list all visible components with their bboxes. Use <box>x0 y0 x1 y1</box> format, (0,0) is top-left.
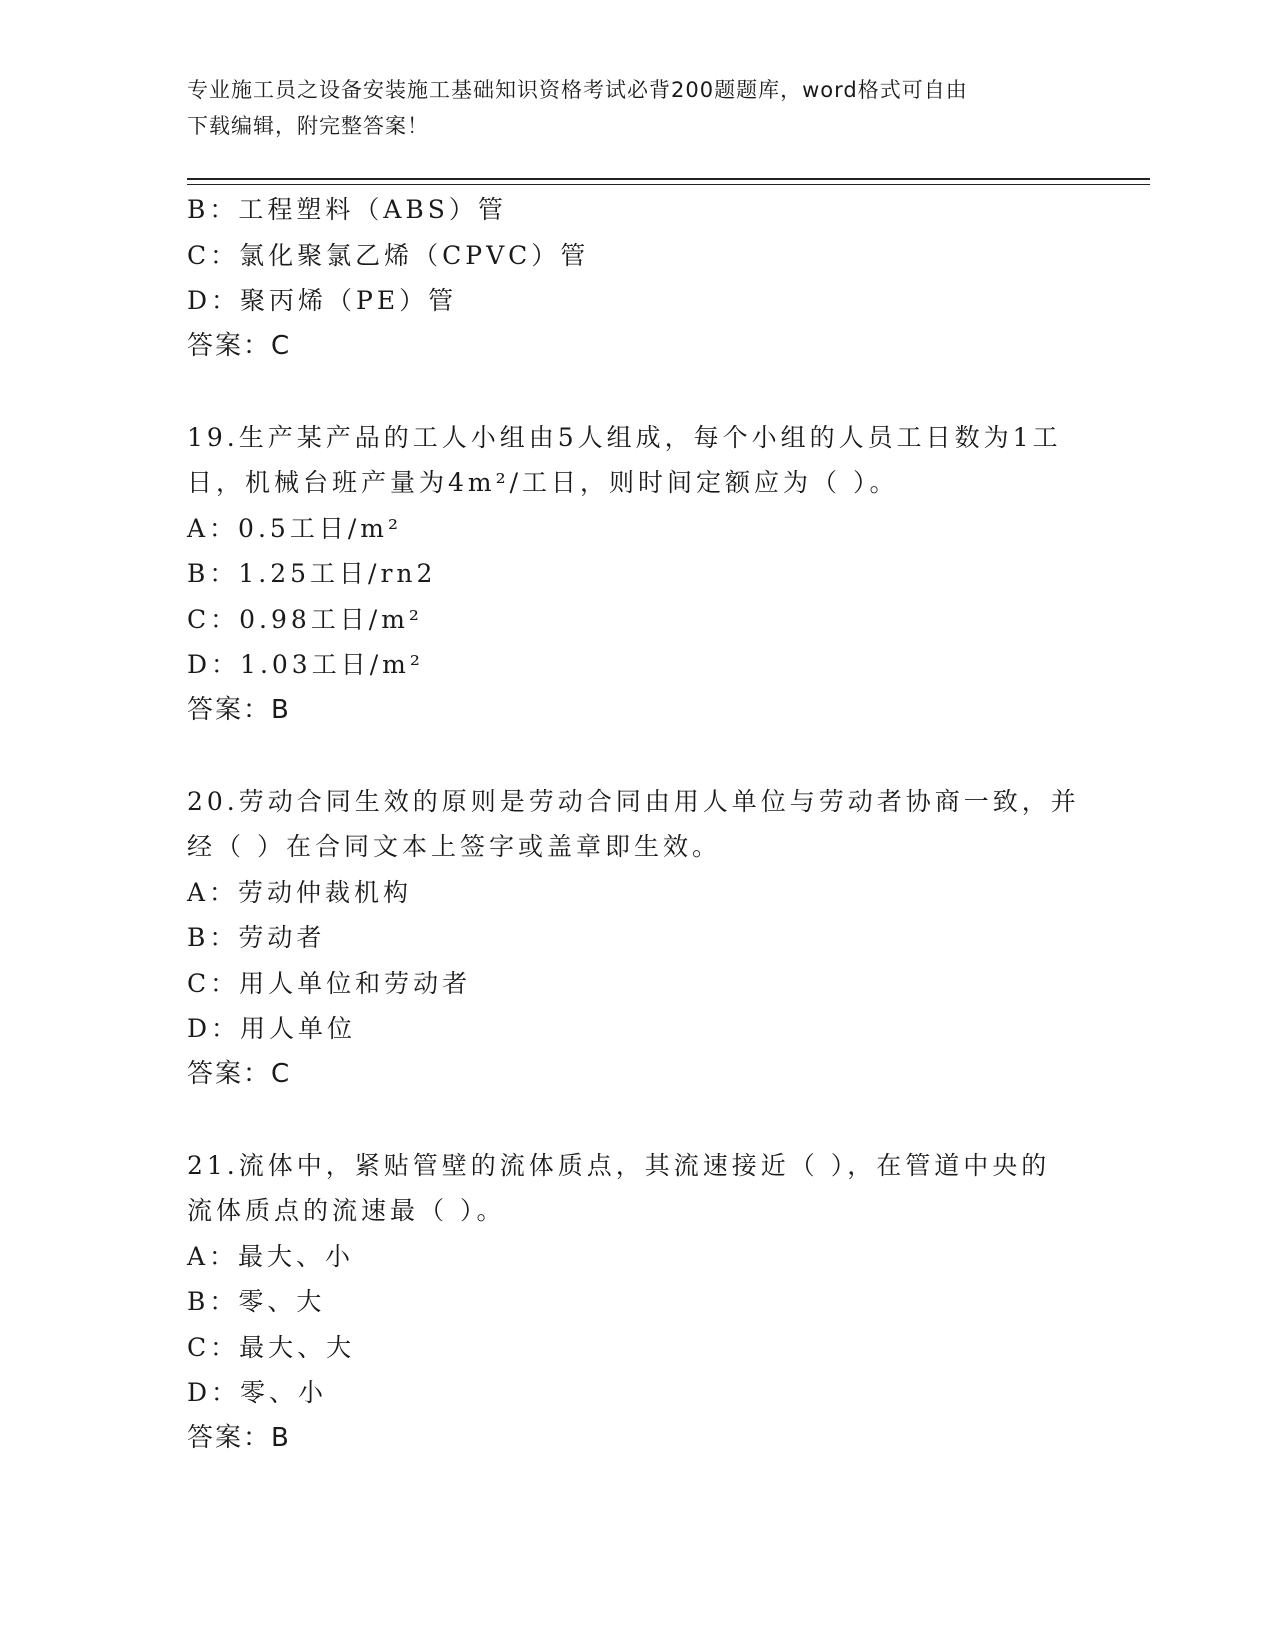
header-rule-thin <box>187 184 1150 185</box>
q21-answer: 答案：B <box>187 1422 291 1453</box>
q20-option-b: B：劳动者 <box>187 923 326 952</box>
spacer <box>187 369 1087 415</box>
header-line-2: 下载编辑，附完整答案！ <box>187 114 429 138</box>
spacer <box>187 733 1087 779</box>
q21-stem-line-2: 流体质点的流速最（ ）。 <box>187 1196 506 1225</box>
q19-answer: 答案：B <box>187 694 291 725</box>
question-list <box>187 187 1087 1461</box>
q21-option-a: A：最大、小 <box>187 1241 355 1271</box>
question-20 <box>187 779 1087 1098</box>
question-18 <box>187 187 1087 369</box>
q18-option-d: D：聚丙烯（PE）管 <box>187 286 458 315</box>
question-21 <box>187 1143 1087 1462</box>
q18-option-b: B：工程塑料（ABS）管 <box>187 195 507 224</box>
q20-stem-line-2: 经（ ）在合同文本上签字或盖章即生效。 <box>187 832 721 861</box>
question-19 <box>187 415 1087 734</box>
q20-option-a: A：劳动仲裁机构 <box>187 877 413 907</box>
q18-answer: 答案：C <box>187 330 292 361</box>
q19-stem-line-1: 19.生产某产品的工人小组由5人组成，每个小组的人员工日数为1工 <box>187 422 1062 452</box>
q19-option-b: B：1.25工日/rn2 <box>187 559 437 588</box>
q19-stem-line-2: 日，机械台班产量为4m²/工日，则时间定额应为（ ）。 <box>187 468 899 497</box>
q20-option-d: D：用人单位 <box>187 1014 357 1043</box>
q19-option-a: A：0.5工日/m² <box>187 513 402 543</box>
q19-option-d: D：1.03工日/m² <box>187 650 424 679</box>
q20-option-c: C：用人单位和劳动者 <box>187 968 472 998</box>
header-rule-thick <box>187 178 1150 180</box>
q20-answer: 答案：C <box>187 1058 292 1089</box>
q21-option-c: C：最大、大 <box>187 1332 356 1362</box>
q19-option-c: C：0.98工日/m² <box>187 604 423 634</box>
q21-option-b: B：零、大 <box>187 1287 326 1316</box>
q20-stem-line-1: 20.劳动合同生效的原则是劳动合同由用人单位与劳动者协商一致，并 <box>187 786 1080 816</box>
q18-option-c: C：氯化聚氯乙烯（CPVC）管 <box>187 240 590 270</box>
q21-option-d: D：零、小 <box>187 1378 328 1407</box>
header-line-1: 专业施工员之设备安装施工基础知识资格考试必背200题题库，word格式可自由 <box>187 78 968 102</box>
document-header <box>187 72 1087 144</box>
q21-stem-line-1: 21.流体中，紧贴管壁的流体质点，其流速接近（ ），在管道中央的 <box>187 1150 1051 1180</box>
spacer <box>187 1097 1087 1143</box>
